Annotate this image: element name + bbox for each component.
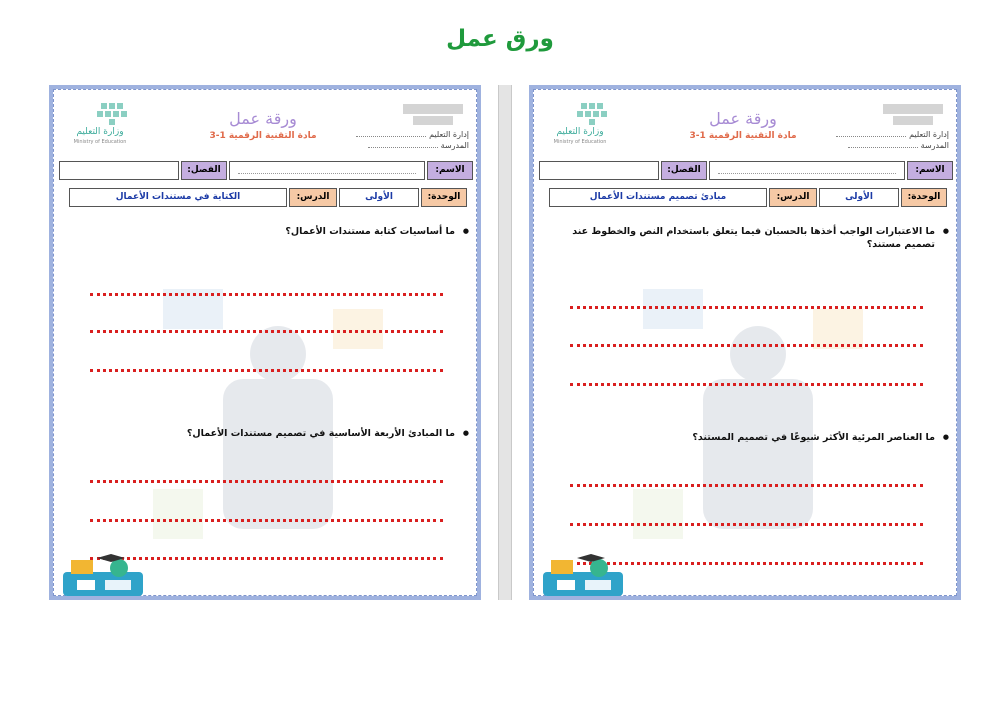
sheet-header [53, 99, 477, 150]
answer-line[interactable] [570, 344, 923, 347]
ksa-logo-icon [401, 101, 465, 129]
unit-value: الأولى [339, 188, 419, 207]
moe-name-ar: وزارة التعليم [76, 127, 124, 137]
subject-title: مادة التقنية الرقمية 1-3 [689, 131, 797, 141]
name-class-row [59, 161, 473, 180]
answer-line[interactable] [90, 293, 443, 296]
answer-line[interactable] [90, 330, 443, 333]
question-2: ● ما المبادئ الأربعة الأساسية في تصميم مستندات الأعمال؟ [75, 427, 455, 440]
unit-label: الوحدة: [901, 188, 947, 207]
worksheet-page-left [49, 85, 481, 600]
unit-lesson-row [549, 188, 947, 207]
class-label: الفصل: [181, 161, 227, 180]
corner-illustration-icon [537, 552, 629, 596]
watermark-illustration [143, 259, 403, 549]
worksheet-page-right [529, 85, 961, 600]
education-admin-label: إدارة التعليم [909, 130, 949, 139]
lesson-label: الدرس: [769, 188, 817, 207]
question-1: ● ما أساسيات كتابة مستندات الأعمال؟ [75, 225, 455, 238]
watermark-illustration [623, 259, 883, 549]
answer-line[interactable] [570, 523, 923, 526]
corner-illustration-icon [57, 552, 149, 596]
answer-line[interactable] [570, 306, 923, 309]
header-fields [344, 129, 469, 151]
unit-lesson-row [69, 188, 467, 207]
unit-value: الأولى [819, 188, 899, 207]
page-title: ورق عمل [446, 26, 554, 52]
name-label: الاسم: [907, 161, 953, 180]
question-1: ● ما الاعتبارات الواجب أخذها بالحسبان فيما يتعلق باستخدام النص والخطوط عند تصميم مستند؟ [565, 225, 935, 251]
moe-name-ar: وزارة التعليم [556, 127, 604, 137]
question-2: ● ما العناصر المرئية الأكثر شيوعًا في تصميم المستند؟ [565, 431, 935, 444]
school-label: المدرسة [440, 141, 469, 150]
school-label: المدرسة [920, 141, 949, 150]
lesson-value: مبادئ تصميم مستندات الأعمال [549, 188, 767, 207]
answer-line[interactable] [90, 480, 443, 483]
moe-name-en: Ministry of Education [73, 139, 127, 145]
answer-line[interactable] [90, 519, 443, 522]
lesson-value: الكتابة في مستندات الأعمال [69, 188, 287, 207]
name-label: الاسم: [427, 161, 473, 180]
sheet-header [533, 99, 957, 150]
unit-label: الوحدة: [421, 188, 467, 207]
page-divider [498, 85, 512, 600]
worksheet-title: ورقة عمل [229, 109, 297, 128]
answer-line[interactable] [570, 484, 923, 487]
class-label: الفصل: [661, 161, 707, 180]
ksa-logo-icon [881, 101, 945, 129]
class-field[interactable] [539, 161, 659, 180]
name-class-row [539, 161, 953, 180]
subject-title: مادة التقنية الرقمية 1-3 [209, 131, 317, 141]
lesson-label: الدرس: [289, 188, 337, 207]
name-field[interactable] [229, 161, 425, 180]
education-admin-label: إدارة التعليم [429, 130, 469, 139]
name-field[interactable] [709, 161, 905, 180]
answer-line[interactable] [90, 369, 443, 372]
moe-name-en: Ministry of Education [553, 139, 607, 145]
worksheet-title: ورقة عمل [709, 109, 777, 128]
header-fields [824, 129, 949, 151]
class-field[interactable] [59, 161, 179, 180]
answer-line[interactable] [570, 383, 923, 386]
